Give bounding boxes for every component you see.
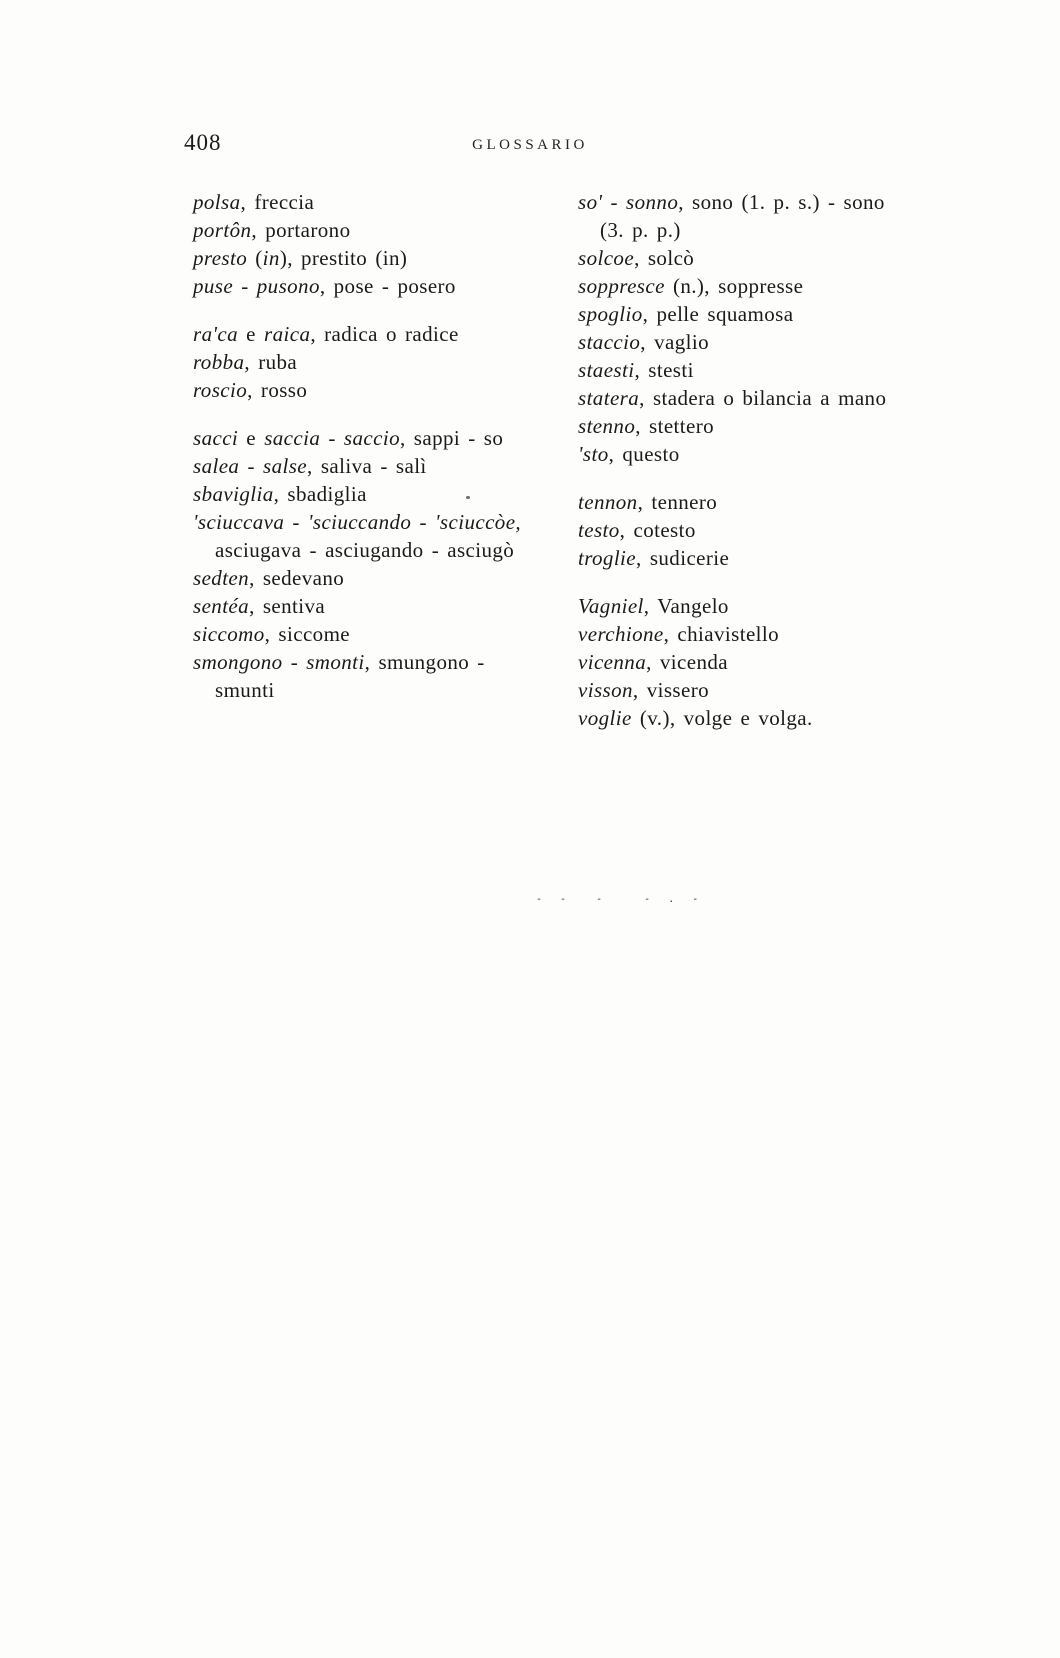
dialect-headword: so' - sonno (578, 190, 679, 214)
dialect-headword: sentéa (193, 594, 250, 618)
gloss-text: , saliva - salì (307, 454, 427, 478)
gloss-text: , vicenda (646, 650, 729, 674)
entry-line (578, 544, 998, 572)
gloss-text: , sbadiglia (273, 482, 367, 506)
dialect-headword: troglie (578, 546, 637, 570)
entry-line (578, 328, 998, 356)
gloss-text: e (237, 322, 265, 346)
ink-speck (466, 496, 470, 499)
entry-group (193, 188, 573, 300)
gloss-text: (n.), soppresse (664, 274, 804, 298)
gloss-text: , portarono (251, 218, 351, 242)
entry-line (578, 384, 998, 412)
dialect-headword: 'sciuccava - 'sciuccando - 'sciuccòe, (193, 510, 522, 534)
gloss-text: , vissero (632, 678, 709, 702)
entry-line (193, 648, 573, 676)
entry-group (193, 424, 573, 704)
dialect-headword: portôn (193, 218, 252, 242)
entry-continuation-line (193, 676, 573, 704)
entry-group (578, 188, 998, 468)
gloss-text: , cotesto (619, 518, 696, 542)
entry-line (578, 516, 998, 544)
dialect-headword: puse - pusono (193, 274, 320, 298)
gloss-text: , siccome (264, 622, 351, 646)
dialect-headword: stenno (578, 414, 636, 438)
entry-line (193, 620, 573, 648)
faint-print-artifact: - - - - . - (536, 894, 705, 905)
gloss-text: , vaglio (640, 330, 709, 354)
dialect-headword: in (262, 246, 280, 270)
dialect-headword: solcoe (578, 246, 635, 270)
dialect-headword: verchione (578, 622, 664, 646)
gloss-text: , sudicerie (636, 546, 730, 570)
gloss-text: , solcò (634, 246, 695, 270)
entry-line (193, 480, 573, 508)
gloss-text: , Vangelo (643, 594, 729, 618)
gloss-text: , stettero (635, 414, 715, 438)
entry-line (578, 356, 998, 384)
gloss-text: , rosso (247, 378, 308, 402)
glossary-column-left (193, 188, 573, 704)
gloss-text: , chiavistello (663, 622, 780, 646)
entry-group (578, 592, 998, 732)
entry-line (193, 216, 573, 244)
entry-continuation-line (193, 536, 573, 564)
dialect-headword: voglie (578, 706, 632, 730)
dialect-headword: visson (578, 678, 633, 702)
entry-line (578, 648, 998, 676)
entry-line (193, 424, 573, 452)
gloss-text: e (238, 426, 265, 450)
dialect-headword: staesti (578, 358, 635, 382)
gloss-text: , pose - posero (319, 274, 456, 298)
dialect-headword: Vagniel (578, 594, 644, 618)
gloss-text: , freccia (240, 190, 315, 214)
dialect-headword: polsa (193, 190, 241, 214)
entry-line (193, 564, 573, 592)
entry-line (578, 300, 998, 328)
gloss-text: , radica o radice (310, 322, 459, 346)
gloss-text: , sedevano (249, 566, 345, 590)
entry-line (578, 620, 998, 648)
gloss-text: , questo (608, 442, 680, 466)
dialect-headword: roscio (193, 378, 248, 402)
dialect-headword: spoglio (578, 302, 643, 326)
entry-line (193, 320, 573, 348)
gloss-text: , smungono - (364, 650, 485, 674)
gloss-text: ( (247, 246, 263, 270)
entry-line (578, 244, 998, 272)
gloss-text: ), prestito (in) (279, 246, 408, 270)
entry-group (193, 320, 573, 404)
dialect-headword: statera (578, 386, 640, 410)
entry-line (578, 188, 998, 216)
entry-continuation-line (578, 216, 998, 244)
dialect-headword: tennon (578, 490, 638, 514)
dialect-headword: 'sto (578, 442, 609, 466)
dialect-headword: salea - salse (193, 454, 308, 478)
gloss-text: , sentiva (249, 594, 326, 618)
gloss-text: , stesti (634, 358, 694, 382)
dialect-headword: robba (193, 350, 245, 374)
entry-line (578, 412, 998, 440)
glossary-column-right (578, 188, 998, 732)
dialect-headword: presto (193, 246, 248, 270)
entry-line (578, 704, 998, 732)
entry-line (193, 452, 573, 480)
dialect-headword: sedten (193, 566, 250, 590)
entry-line (578, 272, 998, 300)
entry-line (193, 188, 573, 216)
entry-group (578, 488, 998, 572)
entry-line (193, 376, 573, 404)
gloss-text: , pelle squamosa (642, 302, 794, 326)
dialect-headword: siccomo (193, 622, 265, 646)
dialect-headword: testo (578, 518, 620, 542)
gloss-text: , sono (1. p. s.) - sono (678, 190, 885, 214)
page-number: 408 (184, 130, 222, 155)
entry-line (578, 676, 998, 704)
gloss-text: (3. p. p.) (600, 218, 681, 242)
running-header: GLOSSARIO (472, 137, 588, 153)
gloss-text: , stadera o bilancia a mano (639, 386, 887, 410)
dialect-headword: saccia - saccio (264, 426, 400, 450)
entry-line (578, 440, 998, 468)
dialect-headword: raica (264, 322, 311, 346)
entry-line (193, 244, 573, 272)
dialect-headword: ra'ca (193, 322, 238, 346)
gloss-text: (v.), volge e volga. (631, 706, 813, 730)
dialect-headword: staccio (578, 330, 641, 354)
dialect-headword: smongono - smonti (193, 650, 365, 674)
entry-line (193, 592, 573, 620)
gloss-text: smunti (215, 678, 275, 702)
dialect-headword: soppresce (578, 274, 665, 298)
dialect-headword: sbaviglia (193, 482, 274, 506)
entry-line (578, 488, 998, 516)
gloss-text: , tennero (637, 490, 718, 514)
gloss-text: , ruba (244, 350, 298, 374)
gloss-text: asciugava - asciugando - asciugò (215, 538, 515, 562)
dialect-headword: vicenna (578, 650, 647, 674)
entry-line (193, 348, 573, 376)
entry-line (193, 272, 573, 300)
gloss-text: , sappi - so (399, 426, 504, 450)
entry-line (578, 592, 998, 620)
dialect-headword: sacci (193, 426, 239, 450)
entry-line (193, 508, 573, 536)
